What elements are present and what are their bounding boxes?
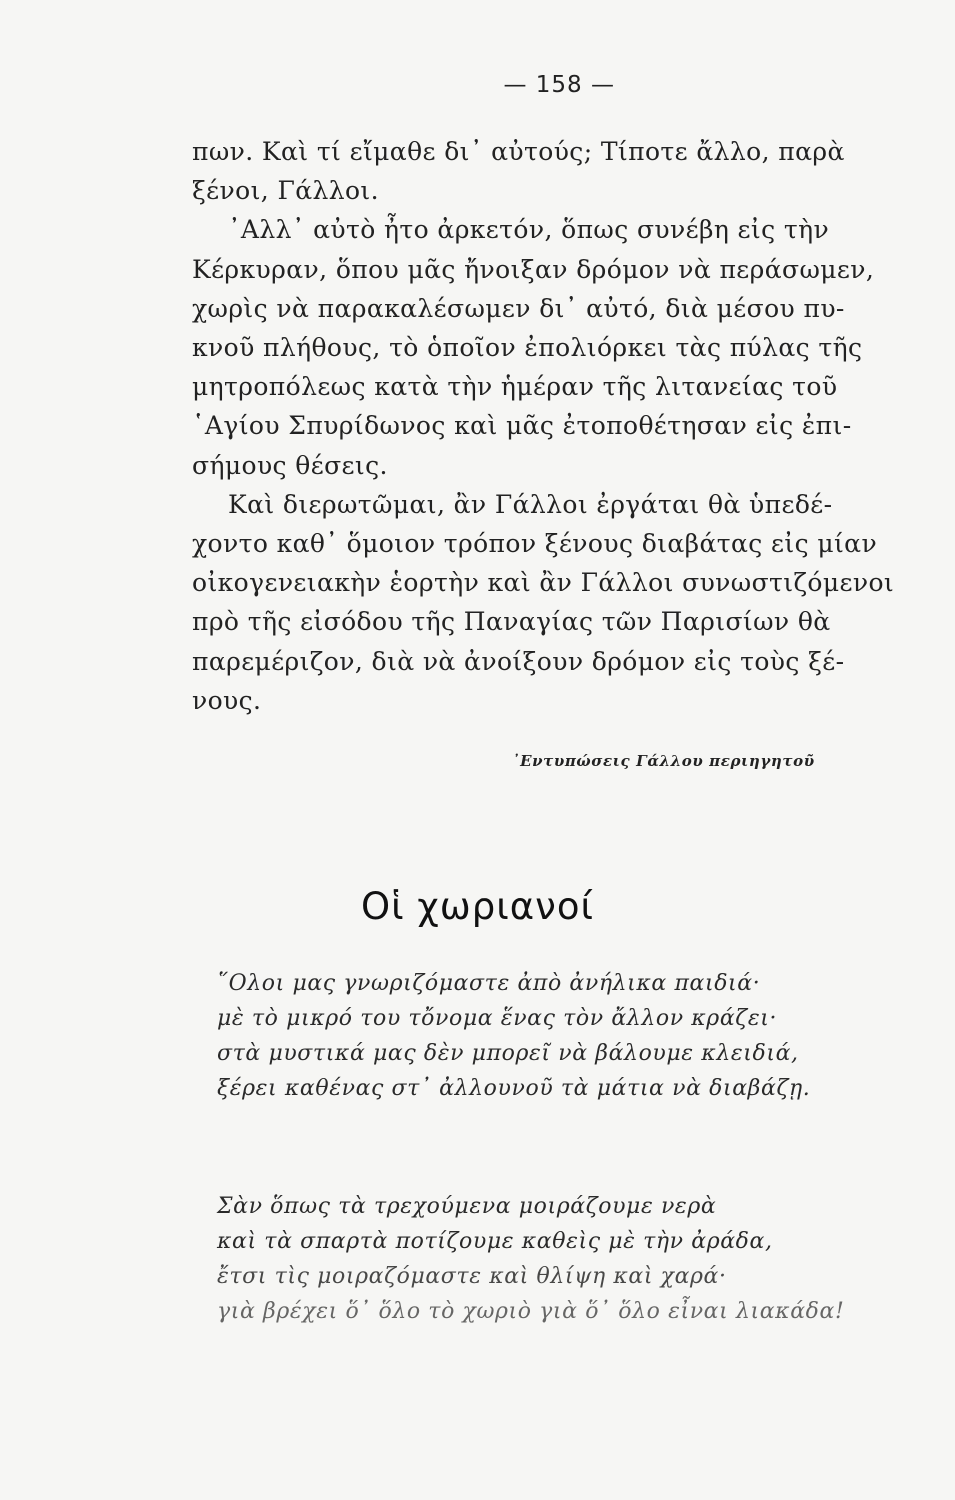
prose-line: χωρὶς νὰ παρακαλέσωμεν δι᾿ αὐτό, διὰ μέσου πυ- (192, 293, 845, 323)
poem-verse: γιὰ βρέχει ὅ᾿ ὅλο τὸ χωριὸ γιὰ ὅ᾿ ὅλο εἶναι λιακάδα! (217, 1299, 845, 1324)
poem-verse: μὲ τὸ μικρό του τὄνομα ἕνας τὸν ἄλλον κράζει· (217, 1006, 778, 1031)
prose-line: οἰκογενειακὴν ἑορτὴν καὶ ἂν Γάλλοι συνωστιζόμενοι (192, 568, 895, 598)
prose-line: Καὶ διερωτῶμαι, ἂν Γάλλοι ἐργάται θὰ ὑπεδέ- (228, 489, 833, 519)
prose-line: σήμους θέσεις. (192, 450, 388, 480)
poem-verse: ῞Ολοι μας γνωριζόμαστε ἀπὸ ἀνήλικα παιδιά· (217, 971, 761, 996)
page-number: — 158 — (503, 72, 615, 98)
prose-line: Κέρκυραν, ὅπου μᾶς ἤνοιξαν δρόμον νὰ περάσωμεν, (192, 254, 875, 284)
prose-line: παρεμέριζον, διὰ νὰ ἀνοίξουν δρόμον εἰς τοὺς ξέ- (192, 646, 845, 676)
prose-line: πων. Καὶ τί εἴμαθε δι᾿ αὐτούς; Τίποτε ἄλλο, παρὰ (192, 137, 845, 166)
prose-line: μητροπόλεως κατὰ τὴν ἡμέραν τῆς λιτανείας τοῦ (192, 372, 838, 402)
poem-verse: καὶ τὰ σπαρτὰ ποτίζουμε καθεὶς μὲ τὴν ἀράδα, (217, 1229, 773, 1254)
prose-line: χοντο καθ᾿ ὅμοιον τρόπον ξένους διαβάτας εἰς μίαν (192, 529, 878, 559)
poem-verse: ἔτσι τὶς μοιραζόμαστε καὶ θλίψη καὶ χαρά· (217, 1264, 727, 1289)
poem-verse: ξέρει καθένας στ᾿ ἀλλουνοῦ τὰ μάτια νὰ διαβάζῃ. (217, 1076, 811, 1101)
poem-title: Οἱ χωριανοί (361, 885, 594, 928)
prose-line: ῾Αγίου Σπυρίδωνος καὶ μᾶς ἐτοποθέτησαν εἰς ἐπι- (192, 411, 852, 441)
prose-line: νους. (192, 685, 262, 715)
poem-verse: στὰ μυστικά μας δὲν μπορεῖ νὰ βάλουμε κλειδιά, (217, 1041, 799, 1066)
poem-stanza-2 (217, 1189, 844, 1329)
prose-text (192, 132, 895, 720)
poem-stanza-1 (217, 966, 810, 1106)
source-attribution: ᾿Εντυπώσεις Γάλλου περιηγητοῦ (512, 752, 815, 770)
prose-line: ᾿Αλλ᾿ αὐτὸ ἦτο ἀρκετόν, ὅπως συνέβη εἰς τὴν (228, 215, 830, 245)
prose-line: κνοῦ πλήθους, τὸ ὁποῖον ἐπολιόρκει τὰς πύλας τῆς (192, 333, 863, 363)
poem-verse: Σὰν ὅπως τὰ τρεχούμενα μοιράζουμε νερὰ (217, 1194, 717, 1219)
prose-line: πρὸ τῆς εἰσόδου τῆς Παναγίας τῶν Παρισίων θὰ (192, 607, 831, 637)
prose-line: ξένοι, Γάλλοι. (192, 176, 379, 206)
